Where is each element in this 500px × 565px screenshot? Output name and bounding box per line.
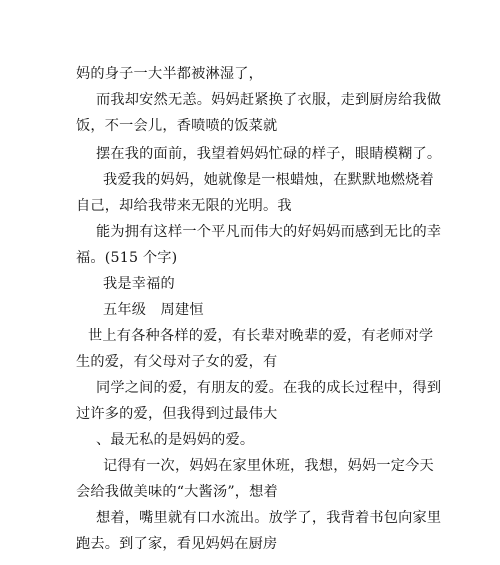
section-title: 我是幸福的: [103, 276, 175, 292]
text-line-15: 、最无私的是妈妈的爱。: [96, 432, 255, 448]
text-line-1: 妈的身子一大半都被淋湿了，: [76, 66, 264, 82]
text-line-16: 记得有一次，妈妈在家里休班，我想，妈妈一定今天: [103, 458, 434, 474]
text-line-17: 会给我做美味的“大酱汤”，想着: [76, 484, 278, 500]
text-line-7: 能为拥有这样一个平凡而伟大的好妈妈而感到无比的幸: [96, 224, 442, 240]
text-line-8: 福。(515 个字): [76, 250, 178, 266]
text-line-5: 我爱我的妈妈，她就像是一根蜡烛，在默默地燃烧着: [103, 172, 434, 188]
text-line-13: 同学之间的爱，有朋友的爱。在我的成长过程中，得到: [96, 380, 442, 396]
text-line-18: 想着，嘴里就有口水流出。放学了，我背着书包向家里: [96, 510, 442, 526]
text-line-19: 跑去。到了家，看见妈妈在厨房: [76, 536, 278, 552]
text-line-12: 生的爱，有父母对子女的爱，有: [76, 354, 278, 370]
text-line-6: 自己，却给我带来无限的光明。我: [76, 198, 292, 214]
text-line-2: 而我却安然无恙。妈妈赶紧换了衣服，走到厨房给我做: [96, 92, 442, 108]
text-line-11: 世上有各种各样的爱，有长辈对晚辈的爱，有老师对学: [88, 328, 434, 344]
text-line-14: 过许多的爱，但我得到过最伟大: [76, 406, 278, 422]
text-line-4: 摆在我的面前，我望着妈妈忙碌的样子，眼睛模糊了。: [96, 146, 442, 162]
text-line-3: 饭，不一会儿，香喷喷的饭菜就: [76, 118, 278, 134]
author-line: 五年级 周建恒: [103, 302, 204, 318]
